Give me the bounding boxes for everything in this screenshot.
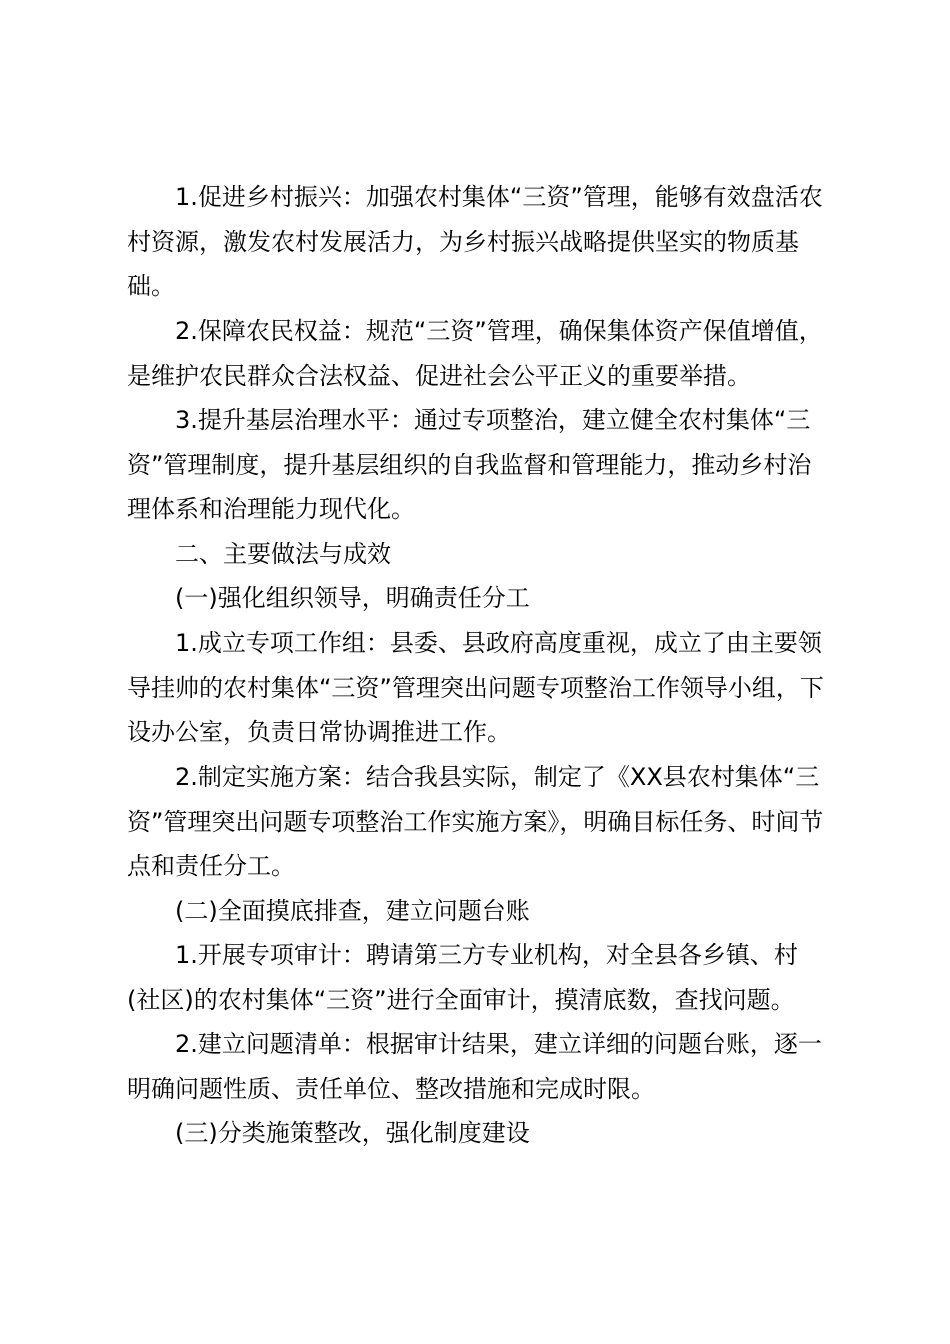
paragraph-governance: 3.提升基层治理水平：通过专项整治，建立健全农村集体“三资”管理制度，提升基层组织的自我监督和管理能力，推动乡村治理体系和治理能力现代化。 bbox=[127, 406, 812, 524]
paragraph-implementation-plan: 2.制定实施方案：结合我县实际，制定了《XX县农村集体“三资”管理突出问题专项整治工作实施方案》，明确目标任务、时间节点和责任分工。 bbox=[127, 763, 824, 881]
paragraph-farmer-rights: 2.保障农民权益：规范“三资”管理，确保集体资产保值增值，是维护农民群众合法权益、促进社会公平正义的重要举措。 bbox=[127, 317, 823, 390]
paragraph-rural-revitalization: 1.促进乡村振兴：加强农村集体“三资”管理，能够有效盘活农村资源，激发农村发展活力，为乡村振兴战略提供坚实的物质基础。 bbox=[127, 183, 823, 301]
paragraph-problem-list: 2.建立问题清单：根据审计结果，建立详细的问题台账，逐一明确问题性质、责任单位、整改措施和完成时限。 bbox=[127, 1030, 822, 1103]
paragraph-special-audit: 1.开展专项审计：聘请第三方专业机构，对全县各乡镇、村(社区)的农村集体“三资”进行全面审计，摸清底数，查找问题。 bbox=[127, 941, 798, 1014]
subsection-heading-3: (三)分类施策整改，强化制度建设 bbox=[175, 1119, 530, 1147]
subsection-heading-2: (二)全面摸底排查，建立问题台账 bbox=[175, 897, 530, 925]
subsection-heading-1: (一)强化组织领导，明确责任分工 bbox=[175, 584, 530, 612]
section-heading-main-practices: 二、主要做法与成效 bbox=[175, 540, 391, 568]
paragraph-working-group: 1.成立专项工作组：县委、县政府高度重视，成立了由主要领导挂帅的农村集体“三资”管理突出问题专项整治工作领导小组，下设办公室，负责日常协调推进工作。 bbox=[127, 629, 824, 747]
